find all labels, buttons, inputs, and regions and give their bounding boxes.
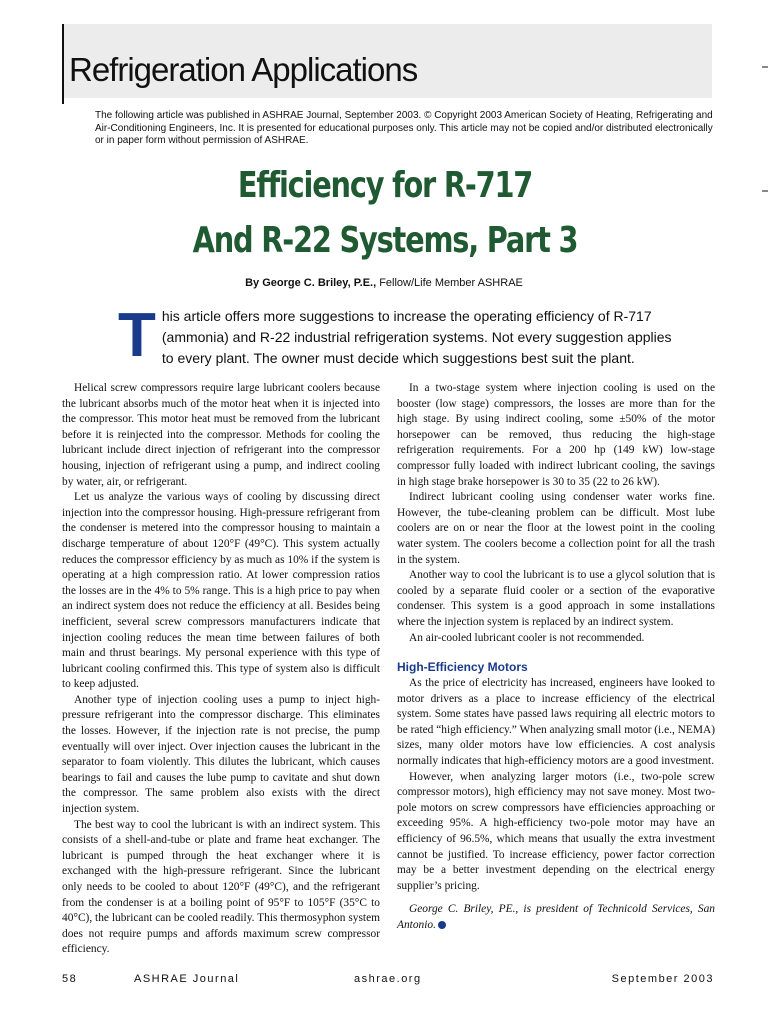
article-title [78,158,692,268]
body-paragraph: Another type of injection cooling uses a pump to inject high-pressure refrigerant into the compressor discharge. This eliminates the losses. However, if the injection rate is not precise, the pump eventually will over inject. Over injection causes the lubricant in the separator to foam violently. This dilutes the lubricant, which causes bearings to fail and causes the lube pump to cavitate and shut down the compressor. The same problem also exists with the direct injection system. [62,693,380,816]
drop-cap: T [118,301,156,370]
author-bio [397,902,715,933]
section-title: Refrigeration Applications [69,51,418,88]
footer-journal: ASHRAE Journal [134,973,240,985]
body-paragraph: An air-cooled lubricant cooler is not recommended. [409,631,645,644]
body-paragraph: Another way to cool the lubricant is to use a glycol solution that is cooled by a separate fluid cooler or a section of the evaporative condenser. This system is a good approach in some installations where the injection system is replaced by an indirect system. [397,569,715,628]
intro-paragraph [118,301,678,370]
edge-mark [762,190,768,192]
body-paragraph: The best way to cool the lubricant is with an indirect system. This consists of a shell-and-tube or plate and frame heat exchanger. The lubricant is pumped through the heat exchanger where it is exchanged with the high-pressure refrigerant. Since the lubricant only needs to be cooled to about 120°F (49°C), and the refrigerant from the condenser is at a boiling point of 95°F to 105°F (35°C to 40°C), the lubricant can be cooled readily. This thermosyphon system does not require pumps and affords maximum screw compressor efficiency. [62,818,380,956]
footer-date: September 2003 [611,973,714,985]
body-paragraph: Helical screw compressors require large lubricant coolers because the lubricant absorbs much of the motor heat when it is injected into the compressor. This motor heat must be removed from the lubricant before it is reinjected into the compressor. Methods for cooling the lubricant include direct injection of refrigerant into the compressor housing, injection of refrigerant using a pump, and indirect cooling by water, air, or refrigerant. [62,382,380,488]
body-paragraph: In a two-stage system where injection cooling is used on the booster (low stage) compressors, the losses are more than for the high stage. By using indirect cooling, some ±50% of the motor horsepower can be removed, thus reducing the high-stage refrigeration requirements. For a 200 hp (149 kW) low-stage compressor fully loaded with indirect lubricant cooling, the savings in high stage brake horsepower is 30 to 35 (22 to 26 kW). [397,382,715,488]
body-paragraph: However, when analyzing larger motors (i.e., two-pole screw compressor motors), high efficiency may not save money. Most two-pole motors on screw compressors have efficiencies approaching or exceeding 95%. A high-efficiency two-pole motor may have an efficiency of 96.5%, which means that usually the extra investment cannot be justified. To increase efficiency, power factor correction may be a better investment depending on the electrical energy supplier’s pricing. [397,770,715,892]
article-title-line-1: Efficiency for R-717 [237,165,533,206]
body-paragraph: Let us analyze the various ways of cooling by discussing direct injection into the compressor housing. High-pressure refrigerant from the condenser is metered into the compressor housing to maintain a discharge temperature of about 120°F (49°C). This system actually reduces the compressor efficiency by as much as 10% if the system is operating at a high compression ratio. At lower compression ratios the losses are in the 4% to 5% range. This is a high price to pay when an indirect system does not reduce the efficiency at all. Besides being inefficient, several screw compressors manufacturers indicate that injection cooling reduces the mean time between failures of both main and thrust bearings. My personal experience with this type of lubricant cooling confirmed this. This type of system also is difficult to keep adjusted. [62,491,380,691]
intro-text: his article offers more suggestions to increase the operating efficiency of R-717 (ammonia) and R-22 industrial refrigeration systems. Not every suggestion applies to every plant. The owner must decide which suggestions best suit the plant. [161,308,672,366]
byline [0,277,768,289]
footer-website: ashrae.org [354,973,422,985]
article-title-line-2: And R-22 Systems, Part 3 [192,220,578,261]
copyright-notice: The following article was published in ASHRAE Journal, September 2003. © Copyright 2003 American Society of Heating, Refrigerating and Air-Conditioning Engineers, Inc. It is presented for educational purposes only. This article may not be copied and/or distributed electronically or in paper form without permission of ASHRAE. [95,110,713,146]
page-footer [62,973,714,989]
section-subhead: High-Efficiency Motors [397,660,528,675]
author-name: By George C. Briley, P.E., [245,277,377,289]
body-paragraph: As the price of electricity has increased, engineers have looked to motor drivers as a place to increase efficiency of the electrical system. Some states have passed laws requiring all electric motors to be rated “high efficiency.” When analyzing small motor (i.e., NEMA) sizes, many older motors have low efficiencies. A cost analysis normally indicates that high-efficiency motors are a good investment. [397,677,715,768]
header-rule [62,24,64,104]
edge-mark [762,66,768,68]
author-role: Fellow/Life Member ASHRAE [376,277,523,289]
page-number: 58 [62,973,78,985]
left-column [62,381,380,958]
author-bio-text: George C. Briley, PE., is president of Technicold Services, San Antonio. [397,903,715,931]
body-paragraph: Indirect lubricant cooling using condenser water works fine. However, the tube-cleaning problem can be difficult. Most lube coolers are on or near the floor at the lowest point in the cooling water system. The coolers become a collection point for all the trash in the system. [397,491,715,566]
right-column [397,381,715,934]
end-mark-icon [438,921,446,929]
